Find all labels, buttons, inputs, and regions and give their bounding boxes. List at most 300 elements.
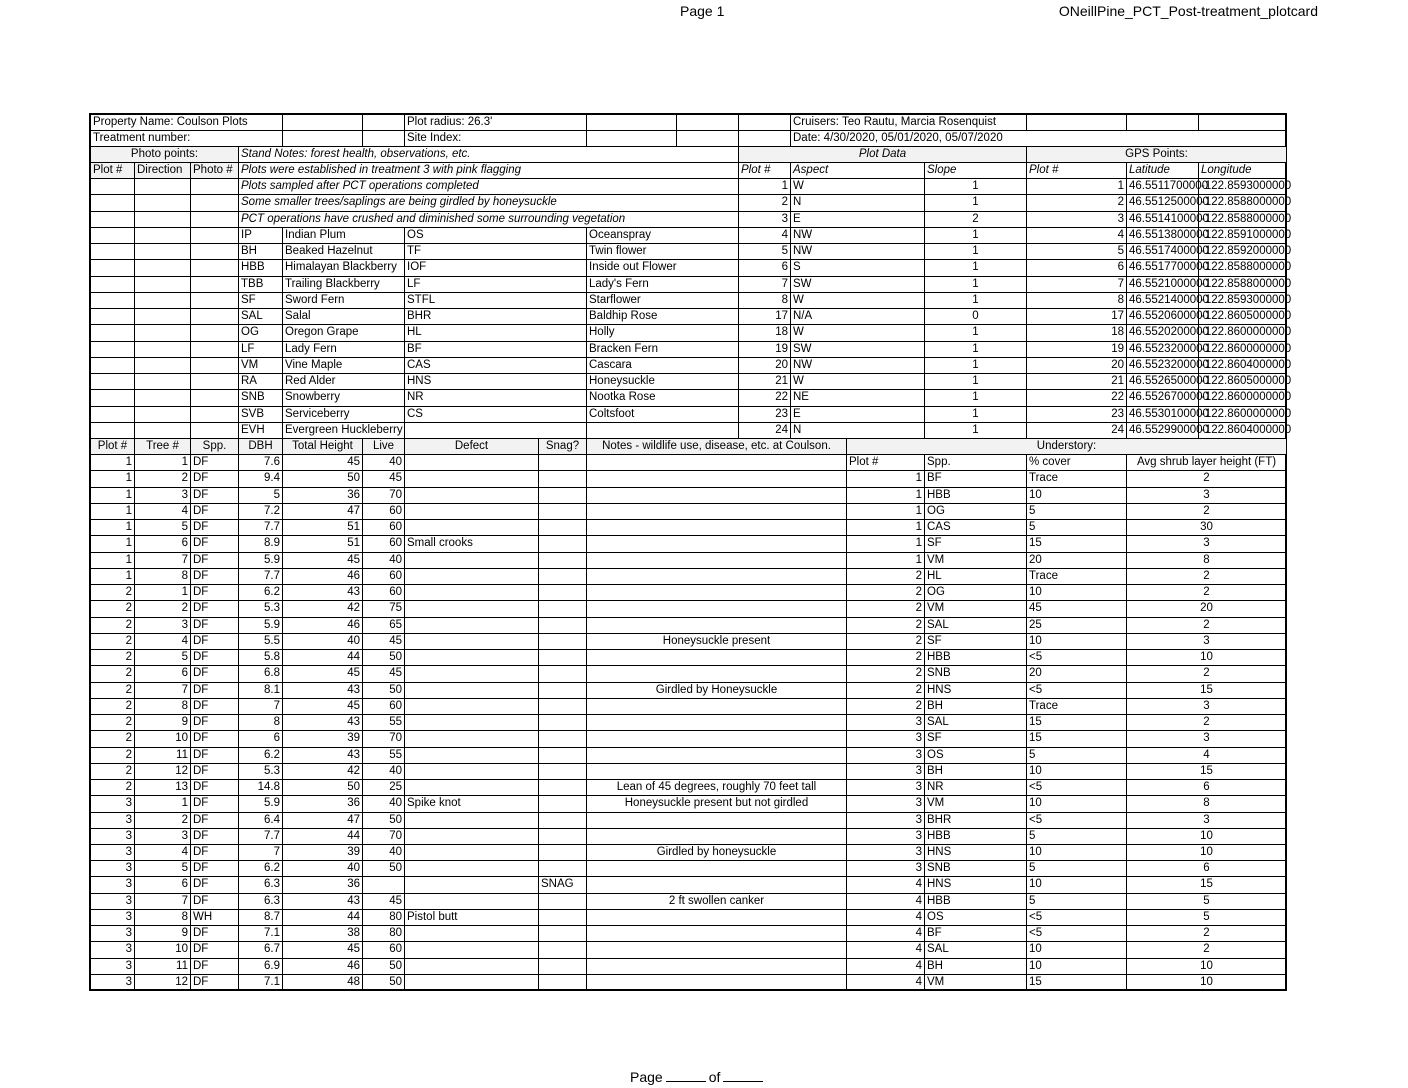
tree-plot-number: 3 (91, 926, 135, 942)
understory-shrub-height: 3 (1127, 488, 1287, 504)
plot-data-slope: 1 (925, 374, 1027, 390)
tree-dbh: 7.1 (239, 975, 283, 991)
tree-species: DF (191, 764, 239, 780)
tree-number: 2 (135, 813, 191, 829)
species-name: Lady's Fern (587, 277, 739, 293)
photo-number-blank (191, 260, 239, 276)
photo-number-blank (191, 423, 239, 439)
tree-notes: Honeysuckle present but not girdled (587, 796, 847, 812)
understory-cover: Trace (1027, 471, 1127, 487)
tree-total-height: 39 (283, 731, 363, 747)
tree-defect: Pistol butt (405, 910, 539, 926)
understory-shrub-height: 6 (1127, 780, 1287, 796)
gps-latitude: 46.5521000000 (1127, 277, 1199, 293)
tree-plot-number: 3 (91, 813, 135, 829)
gps-latitude: 46.5529900000 (1127, 423, 1199, 439)
tree-defect (405, 634, 539, 650)
plot-data-slope: 1 (925, 228, 1027, 244)
understory-species: BH (925, 699, 1027, 715)
tree-defect (405, 715, 539, 731)
species-code: BHR (405, 309, 587, 325)
tree-snag (539, 942, 587, 958)
tree-plot-number: 2 (91, 780, 135, 796)
species-code: HBB (239, 260, 283, 276)
tree-dbh: 8.7 (239, 910, 283, 926)
blank-cell (1027, 115, 1127, 131)
tree-species: DF (191, 748, 239, 764)
tree-total-height: 42 (283, 601, 363, 617)
understory-cover: 20 (1027, 666, 1127, 682)
understory-shrub-height: 10 (1127, 959, 1287, 975)
understory-species: HBB (925, 650, 1027, 666)
tree-defect (405, 845, 539, 861)
understory-shrub-height: 2 (1127, 715, 1287, 731)
gps-latitude: 46.5521400000 (1127, 293, 1199, 309)
tree-species: DF (191, 634, 239, 650)
species-code: CS (405, 407, 587, 423)
understory-plot-number: 4 (847, 894, 925, 910)
understory-shrub-height: 10 (1127, 650, 1287, 666)
tree-total-height: 50 (283, 780, 363, 796)
understory-shrub-height: 20 (1127, 601, 1287, 617)
tree-species: DF (191, 715, 239, 731)
tree-number: 3 (135, 829, 191, 845)
species-name: Twin flower (587, 244, 739, 260)
plot-data-plot-number: 7 (739, 277, 791, 293)
page-number-label: Page 1 (680, 3, 725, 19)
understory-species: OG (925, 585, 1027, 601)
stand-note-line: Some smaller trees/saplings are being girdled by honeysuckle (239, 195, 739, 211)
tree-number: 6 (135, 877, 191, 893)
gps-longitude: -122.8605000000 (1199, 374, 1287, 390)
species-code: LF (239, 342, 283, 358)
photo-plot-blank (91, 179, 135, 195)
tree-table-header: Spp. (191, 439, 239, 455)
tree-plot-number: 3 (91, 959, 135, 975)
understory-species: BHR (925, 813, 1027, 829)
property-name-field: Property Name: Coulson Plots (91, 115, 283, 131)
tree-dbh: 6 (239, 731, 283, 747)
tree-notes (587, 861, 847, 877)
plot-data-plot-number: 5 (739, 244, 791, 260)
understory-cover: <5 (1027, 780, 1127, 796)
tree-defect (405, 764, 539, 780)
tree-live-crown: 55 (363, 715, 405, 731)
understory-shrub-height: 8 (1127, 796, 1287, 812)
tree-dbh: 7.7 (239, 569, 283, 585)
tree-live-crown: 60 (363, 699, 405, 715)
tree-plot-number: 2 (91, 748, 135, 764)
understory-cover: <5 (1027, 926, 1127, 942)
plot-data-plot-number: 20 (739, 358, 791, 374)
tree-dbh: 7.6 (239, 455, 283, 471)
understory-plot-number: 1 (847, 471, 925, 487)
tree-defect (405, 877, 539, 893)
gps-plot-number: 2 (1027, 195, 1127, 211)
tree-species: DF (191, 488, 239, 504)
tree-species: DF (191, 796, 239, 812)
plot-data-plot-number: 24 (739, 423, 791, 439)
tree-total-height: 47 (283, 504, 363, 520)
tree-plot-number: 2 (91, 683, 135, 699)
species-code: OG (239, 325, 283, 341)
gps-header: Longitude (1199, 163, 1287, 179)
understory-species: HBB (925, 894, 1027, 910)
photo-direction-blank (135, 390, 191, 406)
understory-cover: 45 (1027, 601, 1127, 617)
understory-cover: <5 (1027, 813, 1127, 829)
understory-shrub-height: 3 (1127, 813, 1287, 829)
tree-defect (405, 829, 539, 845)
plot-data-aspect: N (791, 195, 925, 211)
plot-data-aspect: N (791, 423, 925, 439)
tree-dbh: 6.2 (239, 861, 283, 877)
photo-plot-blank (91, 423, 135, 439)
understory-species: SF (925, 634, 1027, 650)
gps-longitude: -122.8600000000 (1199, 342, 1287, 358)
tree-number: 2 (135, 471, 191, 487)
understory-species: BF (925, 926, 1027, 942)
gps-latitude: 46.5530100000 (1127, 407, 1199, 423)
plot-card-sheet (89, 113, 1292, 991)
tree-notes (587, 748, 847, 764)
tree-plot-number: 3 (91, 845, 135, 861)
tree-live-crown: 50 (363, 683, 405, 699)
tree-plot-number: 1 (91, 553, 135, 569)
tree-snag (539, 813, 587, 829)
understory-cover: 15 (1027, 715, 1127, 731)
understory-species: SAL (925, 618, 1027, 634)
tree-snag (539, 455, 587, 471)
tree-notes (587, 666, 847, 682)
tree-dbh: 5.9 (239, 553, 283, 569)
plot-data-aspect: NE (791, 390, 925, 406)
understory-cover: 5 (1027, 504, 1127, 520)
understory-shrub-height: 2 (1127, 569, 1287, 585)
understory-cover: 5 (1027, 520, 1127, 536)
tree-defect (405, 488, 539, 504)
tree-snag (539, 618, 587, 634)
tree-number: 4 (135, 845, 191, 861)
understory-species: SF (925, 731, 1027, 747)
plot-data-plot-number: 19 (739, 342, 791, 358)
gps-longitude: -122.8604000000 (1199, 423, 1287, 439)
plot-data-plot-number: 22 (739, 390, 791, 406)
page-total-blank (723, 1069, 763, 1082)
tree-notes (587, 877, 847, 893)
tree-number: 3 (135, 618, 191, 634)
tree-live-crown: 50 (363, 959, 405, 975)
tree-dbh: 5.9 (239, 618, 283, 634)
tree-species: DF (191, 601, 239, 617)
tree-species: DF (191, 650, 239, 666)
gps-latitude: 46.5512500000 (1127, 195, 1199, 211)
tree-snag (539, 634, 587, 650)
gps-plot-number: 3 (1027, 212, 1127, 228)
plot-data-header: Slope (925, 163, 1027, 179)
plot-data-aspect: NW (791, 244, 925, 260)
tree-number: 11 (135, 959, 191, 975)
species-name: Vine Maple (283, 358, 405, 374)
tree-dbh: 7.2 (239, 504, 283, 520)
gps-plot-number: 24 (1027, 423, 1127, 439)
species-name: Lady Fern (283, 342, 405, 358)
understory-plot-number: 1 (847, 520, 925, 536)
photo-number-blank (191, 390, 239, 406)
blank-cell (587, 131, 677, 147)
photo-direction-blank (135, 309, 191, 325)
gps-latitude: 46.5513800000 (1127, 228, 1199, 244)
photo-plot-blank (91, 390, 135, 406)
tree-species: DF (191, 813, 239, 829)
tree-number: 7 (135, 553, 191, 569)
tree-number: 5 (135, 650, 191, 666)
understory-species: HL (925, 569, 1027, 585)
gps-longitude: -122.8592000000 (1199, 244, 1287, 260)
stand-note-line: Stand Notes: forest health, observations, etc. (239, 147, 739, 163)
tree-plot-number: 2 (91, 715, 135, 731)
photo-number-blank (191, 374, 239, 390)
tree-snag (539, 504, 587, 520)
understory-plot-number: 4 (847, 910, 925, 926)
understory-species: OS (925, 748, 1027, 764)
tree-plot-number: 3 (91, 894, 135, 910)
tree-total-height: 46 (283, 959, 363, 975)
plot-data-plot-number: 8 (739, 293, 791, 309)
gps-plot-number: 7 (1027, 277, 1127, 293)
photo-direction-blank (135, 277, 191, 293)
gps-longitude: -122.8588000000 (1199, 212, 1287, 228)
tree-snag (539, 861, 587, 877)
gps-latitude: 46.5511700000 (1127, 179, 1199, 195)
tree-live-crown: 45 (363, 894, 405, 910)
species-code (405, 423, 587, 439)
gps-plot-number: 4 (1027, 228, 1127, 244)
tree-number: 12 (135, 975, 191, 991)
understory-species: SAL (925, 715, 1027, 731)
understory-plot-number: 4 (847, 877, 925, 893)
species-name: Baldhip Rose (587, 309, 739, 325)
photo-number-blank (191, 407, 239, 423)
species-name: Starflower (587, 293, 739, 309)
tree-notes: Girdled by Honeysuckle (587, 683, 847, 699)
tree-table-header: Defect (405, 439, 539, 455)
tree-notes (587, 731, 847, 747)
understory-plot-number: 1 (847, 504, 925, 520)
species-code: LF (405, 277, 587, 293)
tree-snag (539, 748, 587, 764)
photo-direction-blank (135, 260, 191, 276)
understory-cover: 10 (1027, 796, 1127, 812)
page-number-blank (666, 1069, 706, 1082)
tree-total-height: 43 (283, 585, 363, 601)
tree-number: 8 (135, 569, 191, 585)
tree-snag (539, 569, 587, 585)
understory-shrub-height: 10 (1127, 829, 1287, 845)
plot-data-plot-number: 18 (739, 325, 791, 341)
understory-plot-number: 3 (847, 845, 925, 861)
tree-live-crown: 40 (363, 764, 405, 780)
gps-latitude: 46.5514100000 (1127, 212, 1199, 228)
tree-total-height: 36 (283, 796, 363, 812)
tree-dbh: 8 (239, 715, 283, 731)
tree-live-crown: 40 (363, 845, 405, 861)
gps-longitude: -122.8604000000 (1199, 358, 1287, 374)
tree-live-crown: 80 (363, 926, 405, 942)
tree-defect (405, 585, 539, 601)
tree-dbh: 7.7 (239, 520, 283, 536)
tree-table-header: Snag? (539, 439, 587, 455)
gps-header: Plot # (1027, 163, 1127, 179)
tree-total-height: 39 (283, 845, 363, 861)
gps-longitude: -122.8600000000 (1199, 390, 1287, 406)
tree-snag (539, 975, 587, 991)
tree-species: DF (191, 780, 239, 796)
understory-cover: 10 (1027, 488, 1127, 504)
understory-cover: <5 (1027, 683, 1127, 699)
gps-plot-number: 5 (1027, 244, 1127, 260)
tree-number: 1 (135, 455, 191, 471)
tree-species: DF (191, 683, 239, 699)
tree-total-height: 36 (283, 488, 363, 504)
species-code: SF (239, 293, 283, 309)
understory-shrub-height: 30 (1127, 520, 1287, 536)
tree-snag (539, 520, 587, 536)
understory-shrub-height: 3 (1127, 536, 1287, 552)
understory-species: VM (925, 601, 1027, 617)
tree-species: DF (191, 731, 239, 747)
species-name: Nootka Rose (587, 390, 739, 406)
blank-cell (677, 131, 739, 147)
blank-cell (283, 131, 363, 147)
tree-number: 10 (135, 942, 191, 958)
understory-species: SAL (925, 942, 1027, 958)
tree-total-height: 43 (283, 715, 363, 731)
understory-plot-number: 2 (847, 618, 925, 634)
plot-data-aspect: N/A (791, 309, 925, 325)
tree-live-crown: 70 (363, 829, 405, 845)
tree-snag (539, 845, 587, 861)
tree-species: DF (191, 504, 239, 520)
tree-snag (539, 715, 587, 731)
tree-dbh: 8.9 (239, 536, 283, 552)
understory-shrub-height: 3 (1127, 634, 1287, 650)
tree-number: 5 (135, 520, 191, 536)
tree-number: 12 (135, 764, 191, 780)
tree-defect (405, 471, 539, 487)
site-index-field: Site Index: (405, 131, 587, 147)
understory-plot-number: 2 (847, 601, 925, 617)
tree-defect (405, 942, 539, 958)
tree-live-crown: 45 (363, 634, 405, 650)
understory-header: % cover (1027, 455, 1127, 471)
understory-plot-number: 2 (847, 634, 925, 650)
tree-live-crown: 70 (363, 731, 405, 747)
photo-points-header: Direction (135, 163, 191, 179)
plot-data-plot-number: 1 (739, 179, 791, 195)
understory-species: VM (925, 553, 1027, 569)
tree-number: 9 (135, 926, 191, 942)
species-code: CAS (405, 358, 587, 374)
understory-cover: 15 (1027, 731, 1127, 747)
photo-plot-blank (91, 212, 135, 228)
tree-number: 7 (135, 683, 191, 699)
tree-number: 1 (135, 585, 191, 601)
plot-data-plot-number: 17 (739, 309, 791, 325)
tree-total-height: 45 (283, 699, 363, 715)
species-name: Inside out Flower (587, 260, 739, 276)
tree-plot-number: 1 (91, 455, 135, 471)
tree-dbh: 5 (239, 488, 283, 504)
photo-plot-blank (91, 195, 135, 211)
tree-plot-number: 2 (91, 634, 135, 650)
plot-data-slope: 1 (925, 358, 1027, 374)
species-name: Himalayan Blackberry (283, 260, 405, 276)
tree-species: DF (191, 959, 239, 975)
gps-plot-number: 21 (1027, 374, 1127, 390)
species-code: HL (405, 325, 587, 341)
understory-cover: 10 (1027, 959, 1127, 975)
tree-dbh: 6.8 (239, 666, 283, 682)
tree-notes (587, 601, 847, 617)
tree-defect (405, 926, 539, 942)
photo-plot-blank (91, 244, 135, 260)
understory-shrub-height: 2 (1127, 504, 1287, 520)
tree-total-height: 47 (283, 813, 363, 829)
tree-live-crown: 25 (363, 780, 405, 796)
page-footer (630, 1069, 766, 1085)
tree-total-height: 38 (283, 926, 363, 942)
tree-live-crown: 45 (363, 666, 405, 682)
understory-cover: 10 (1027, 845, 1127, 861)
understory-species: BH (925, 959, 1027, 975)
tree-number: 4 (135, 634, 191, 650)
tree-table-header: Notes - wildlife use, disease, etc. at Coulson. (587, 439, 847, 455)
photo-number-blank (191, 244, 239, 260)
understory-species: SNB (925, 861, 1027, 877)
species-code: OS (405, 228, 587, 244)
tree-plot-number: 3 (91, 910, 135, 926)
tree-dbh: 6.4 (239, 813, 283, 829)
gps-latitude: 46.5523200000 (1127, 358, 1199, 374)
understory-plot-number: 3 (847, 829, 925, 845)
tree-dbh: 5.5 (239, 634, 283, 650)
understory-species: HNS (925, 683, 1027, 699)
tree-total-height: 45 (283, 553, 363, 569)
plot-data-aspect: W (791, 374, 925, 390)
tree-species: DF (191, 553, 239, 569)
tree-notes: Lean of 45 degrees, roughly 70 feet tall (587, 780, 847, 796)
understory-shrub-height: 3 (1127, 731, 1287, 747)
understory-plot-number: 3 (847, 861, 925, 877)
tree-total-height: 51 (283, 536, 363, 552)
tree-plot-number: 3 (91, 942, 135, 958)
photo-plot-blank (91, 293, 135, 309)
tree-defect: Spike knot (405, 796, 539, 812)
understory-species: HBB (925, 488, 1027, 504)
tree-defect: Small crooks (405, 536, 539, 552)
tree-notes (587, 536, 847, 552)
tree-plot-number: 1 (91, 504, 135, 520)
understory-cover: 5 (1027, 894, 1127, 910)
photo-number-blank (191, 195, 239, 211)
tree-total-height: 43 (283, 683, 363, 699)
gps-longitude: -122.8588000000 (1199, 277, 1287, 293)
plot-data-slope: 1 (925, 277, 1027, 293)
species-name: Trailing Blackberry (283, 277, 405, 293)
treatment-number-field: Treatment number: (91, 131, 283, 147)
species-code: SAL (239, 309, 283, 325)
